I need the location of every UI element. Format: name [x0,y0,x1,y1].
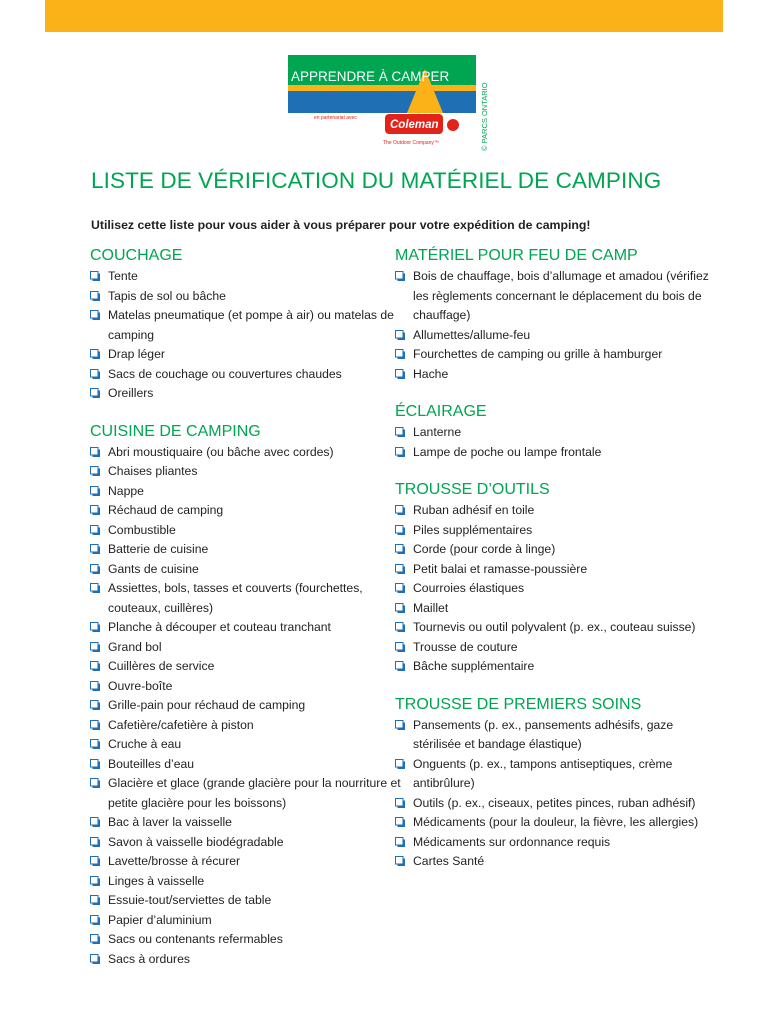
checkbox-icon[interactable] [90,661,100,671]
checklist-item [395,813,715,833]
checkbox-icon[interactable] [90,934,100,944]
checkbox-icon[interactable] [395,603,405,613]
checkbox-icon[interactable] [90,544,100,554]
checklist-item-label: Nappe [108,483,144,498]
checklist-item-label: Lampe de poche ou lampe frontale [413,444,602,459]
checklist-item [90,755,410,775]
checkbox-icon[interactable] [395,798,405,808]
checkbox-icon[interactable] [395,837,405,847]
logo-graphic [288,55,493,155]
checklist-item-label: Cartes Santé [413,854,485,868]
checkbox-icon[interactable] [395,622,405,632]
checklist-item [395,501,715,521]
checklist-item-label: Assiettes, bols, tasses et couverts (fourchettes, couteaux, cuillères) [108,581,363,615]
checkbox-icon[interactable] [395,525,405,535]
coleman-logo-text: Coleman [390,119,439,131]
section-eclairage [395,401,715,462]
checklist-item [90,462,410,482]
checkbox-icon[interactable] [90,720,100,730]
logo-brand-text: APPRENDRE À CAMPER [291,69,450,84]
checklist-item [90,891,410,911]
checklist-item-label: Sacs de couchage ou couvertures chaudes [108,366,342,381]
checklist [395,423,715,462]
checkbox-icon[interactable] [90,388,100,398]
checklist-item [90,482,410,502]
checkbox-icon[interactable] [395,447,405,457]
checklist-item [395,345,715,365]
checklist-item-label: Petit balai et ramasse-poussière [413,561,588,576]
checkbox-icon[interactable] [90,310,100,320]
checkbox-icon[interactable] [90,739,100,749]
checkbox-icon[interactable] [395,369,405,379]
apprendre-a-camper-logo [288,55,493,155]
checklist-item [395,794,715,814]
checklist-item-label: Matelas pneumatique (et pompe à air) ou matelas de camping [108,308,394,342]
checklist-item-label: Maillet [413,600,449,615]
checklist-item-label: Oreillers [108,386,154,400]
checklist-item [395,365,715,385]
checklist-item [395,599,715,619]
checklist-item-label: Linges à vaisselle [108,873,205,888]
checkbox-icon[interactable] [90,895,100,905]
checkbox-icon[interactable] [395,330,405,340]
checklist-item [395,852,715,872]
checkbox-icon[interactable] [90,486,100,496]
checklist-item [90,521,410,541]
checkbox-icon[interactable] [90,642,100,652]
top-accent-bar [45,0,723,32]
checklist-item [395,579,715,599]
checkbox-icon[interactable] [395,349,405,359]
checklist-item [90,735,410,755]
checkbox-icon[interactable] [395,271,405,281]
checkbox-icon[interactable] [90,817,100,827]
checklist-item [90,501,410,521]
checklist-item-label: Essuie-tout/serviettes de table [108,893,272,907]
checkbox-icon[interactable] [90,271,100,281]
checklist-item-label: Drap léger [108,347,165,361]
checklist-item [90,618,410,638]
checkbox-icon[interactable] [90,681,100,691]
checklist-item-label: Ouvre-boîte [108,678,173,693]
checklist-item-label: Outils (p. ex., ciseaux, petites pinces, ruban adhésif) [413,795,696,810]
checklist-item [395,833,715,853]
checkbox-icon[interactable] [395,564,405,574]
checklist-item-label: Réchaud de camping [108,503,224,517]
checklist-item-label: Bac à laver la vaisselle [108,815,232,829]
checklist-item-label: Grille-pain pour réchaud de camping [108,698,306,712]
checklist-item-label: Planche à découper et couteau tranchant [108,620,331,634]
checklist-item-label: Lanterne [413,425,462,439]
checkbox-icon[interactable] [90,369,100,379]
checkbox-icon[interactable] [395,759,405,769]
coleman-lantern-icon [447,119,459,131]
checklist-item-label: Glacière et glace (grande glacière pour la nourriture et petite glacière pour les boissons) [108,776,401,810]
checkbox-icon[interactable] [90,759,100,769]
checkbox-icon[interactable] [90,837,100,847]
checklist-item-label: Grand bol [108,639,162,654]
checklist-item-label: Piles supplémentaires [413,522,533,537]
checklist-item [395,755,715,794]
checkbox-icon[interactable] [90,291,100,301]
checklist-item [395,560,715,580]
section-trousse-d-outils [395,479,715,677]
checklist-item [395,521,715,541]
logo-partner-text: en partenariat avec [314,115,357,121]
checklist-item-label: Tapis de sol ou bâche [108,288,226,303]
checkbox-icon[interactable] [90,876,100,886]
checklist-item [90,950,410,970]
checklist-item [395,267,715,326]
checkbox-icon[interactable] [90,466,100,476]
checklist-item-label: Médicaments (pour la douleur, la fièvre, les allergies) [413,815,699,829]
checklist [395,267,715,384]
checklist-item [90,657,410,677]
checkbox-icon[interactable] [395,720,405,730]
checkbox-icon[interactable] [90,525,100,535]
coleman-tagline: The Outdoor Company™ [383,140,439,146]
section-trousse-de-premiers-soins [395,694,715,872]
checkbox-icon[interactable] [395,544,405,554]
checkbox-icon[interactable] [90,564,100,574]
section-heading: MATÉRIEL POUR FEU DE CAMP [395,247,638,264]
checklist-item [90,560,410,580]
checklist-item [90,677,410,697]
checklist-item [90,716,410,736]
checkbox-icon[interactable] [90,856,100,866]
checklist-item [395,657,715,677]
checklist-item-label: Tournevis ou outil polyvalent (p. ex., couteau suisse) [413,620,696,634]
checklist-item-label: Bâche supplémentaire [413,659,535,673]
checklist-item [90,306,410,345]
checkbox-icon[interactable] [395,817,405,827]
checklist-item-label: Onguents (p. ex., tampons antiseptiques, crème antibrûlure) [413,756,673,790]
checklist-item [90,696,410,716]
checklist-item [395,716,715,755]
checklist-item [395,540,715,560]
checklist-item-label: Papier d’aluminium [108,912,212,927]
checkbox-icon[interactable] [90,583,100,593]
checklist-item [90,384,410,404]
checklist-item-label: Ruban adhésif en toile [413,503,535,517]
checklist-item [90,365,410,385]
checklist-item-label: Chaises pliantes [108,464,198,478]
checkbox-icon[interactable] [395,583,405,593]
checklist-item-label: Trousse de couture [413,639,518,654]
section-heading: COUCHAGE [90,247,183,264]
checklist [90,443,410,970]
checkbox-icon[interactable] [90,778,100,788]
checklist-item [90,813,410,833]
checklist-item-label: Cafetière/cafetière à piston [108,717,254,732]
checklist-item-label: Cuillères de service [108,659,215,673]
checklist-item-label: Tente [108,269,138,283]
checklist-item-label: Combustible [108,522,176,537]
checklist-item-label: Allumettes/allume-feu [413,327,531,342]
checkbox-icon[interactable] [90,349,100,359]
checklist-item-label: Sacs ou contenants refermables [108,932,283,946]
checklist-item [90,345,410,365]
checklist-item-label: Savon à vaisselle biodégradable [108,834,284,849]
checklist-item-label: Bois de chauffage, bois d’allumage et amadou (vérifiez les règlements concernant le déplacement du bois de chauffage) [413,269,709,322]
checklist-item [395,423,715,443]
section-heading: TROUSSE DE PREMIERS SOINS [395,695,642,713]
checklist-item-label: Fourchettes de camping ou grille à hamburger [413,347,663,361]
checklist-item [395,443,715,463]
checklist-item-label: Batterie de cuisine [108,542,209,556]
checklist-item [90,872,410,892]
checklist-item-label: Bouteilles d’eau [108,756,195,771]
checkbox-icon[interactable] [90,622,100,632]
checklist-item-label: Cruche à eau [108,737,182,751]
checklist-item [90,638,410,658]
checklist-item-label: Lavette/brosse à récurer [108,854,241,868]
checklist-item [90,911,410,931]
checklist-item-label: Sacs à ordures [108,951,190,966]
checkbox-icon[interactable] [90,505,100,515]
checkbox-icon[interactable] [395,661,405,671]
checklist-item [90,287,410,307]
checklist-item [395,638,715,658]
checkbox-icon[interactable] [90,447,100,457]
section-cuisine-de-camping [90,421,410,970]
checklist-item [90,443,410,463]
checklist-item-label: Abri moustiquaire (ou bâche avec cordes) [108,444,334,459]
checklist-item [90,930,410,950]
checklist-item [90,774,410,813]
left-column [90,245,410,986]
checkbox-icon[interactable] [395,427,405,437]
section-heading: ÉCLAIRAGE [395,403,487,420]
checklist-item [90,833,410,853]
checklist-item-label: Médicaments sur ordonnance requis [413,834,611,849]
intro-text: Utilisez cette liste pour vous aider à vous préparer pour votre expédition de camping! [91,218,591,232]
checklist-item [90,579,410,618]
checklist-item [90,540,410,560]
checklist [395,501,715,677]
right-column [395,245,715,889]
checklist [90,267,410,404]
page-title: LISTE DE VÉRIFICATION DU MATÉRIEL DE CAMPING [91,168,662,193]
checklist-item-label: Hache [413,366,449,381]
checklist-item [395,326,715,346]
section-materiel-pour-feu-de-camp [395,245,715,384]
checklist-item [395,618,715,638]
checklist-item-label: Gants de cuisine [108,561,199,576]
checklist-item-label: Corde (pour corde à linge) [413,542,556,556]
section-heading: CUISINE DE CAMPING [90,422,261,440]
checkbox-icon[interactable] [90,954,100,964]
checkbox-icon[interactable] [395,856,405,866]
parcs-ontario-text: © PARCS ONTARIO [480,82,489,151]
checklist-item-label: Courroies élastiques [413,581,525,595]
checkbox-icon[interactable] [90,915,100,925]
checklist [395,716,715,872]
checkbox-icon[interactable] [395,642,405,652]
checklist-item-label: Pansements (p. ex., pansements adhésifs, gaze stérilisée et bandage élastique) [413,717,674,751]
section-heading: TROUSSE D’OUTILS [395,481,550,498]
section-couchage [90,245,410,404]
checkbox-icon[interactable] [395,505,405,515]
checkbox-icon[interactable] [90,700,100,710]
checklist-item [90,267,410,287]
checklist-item [90,852,410,872]
